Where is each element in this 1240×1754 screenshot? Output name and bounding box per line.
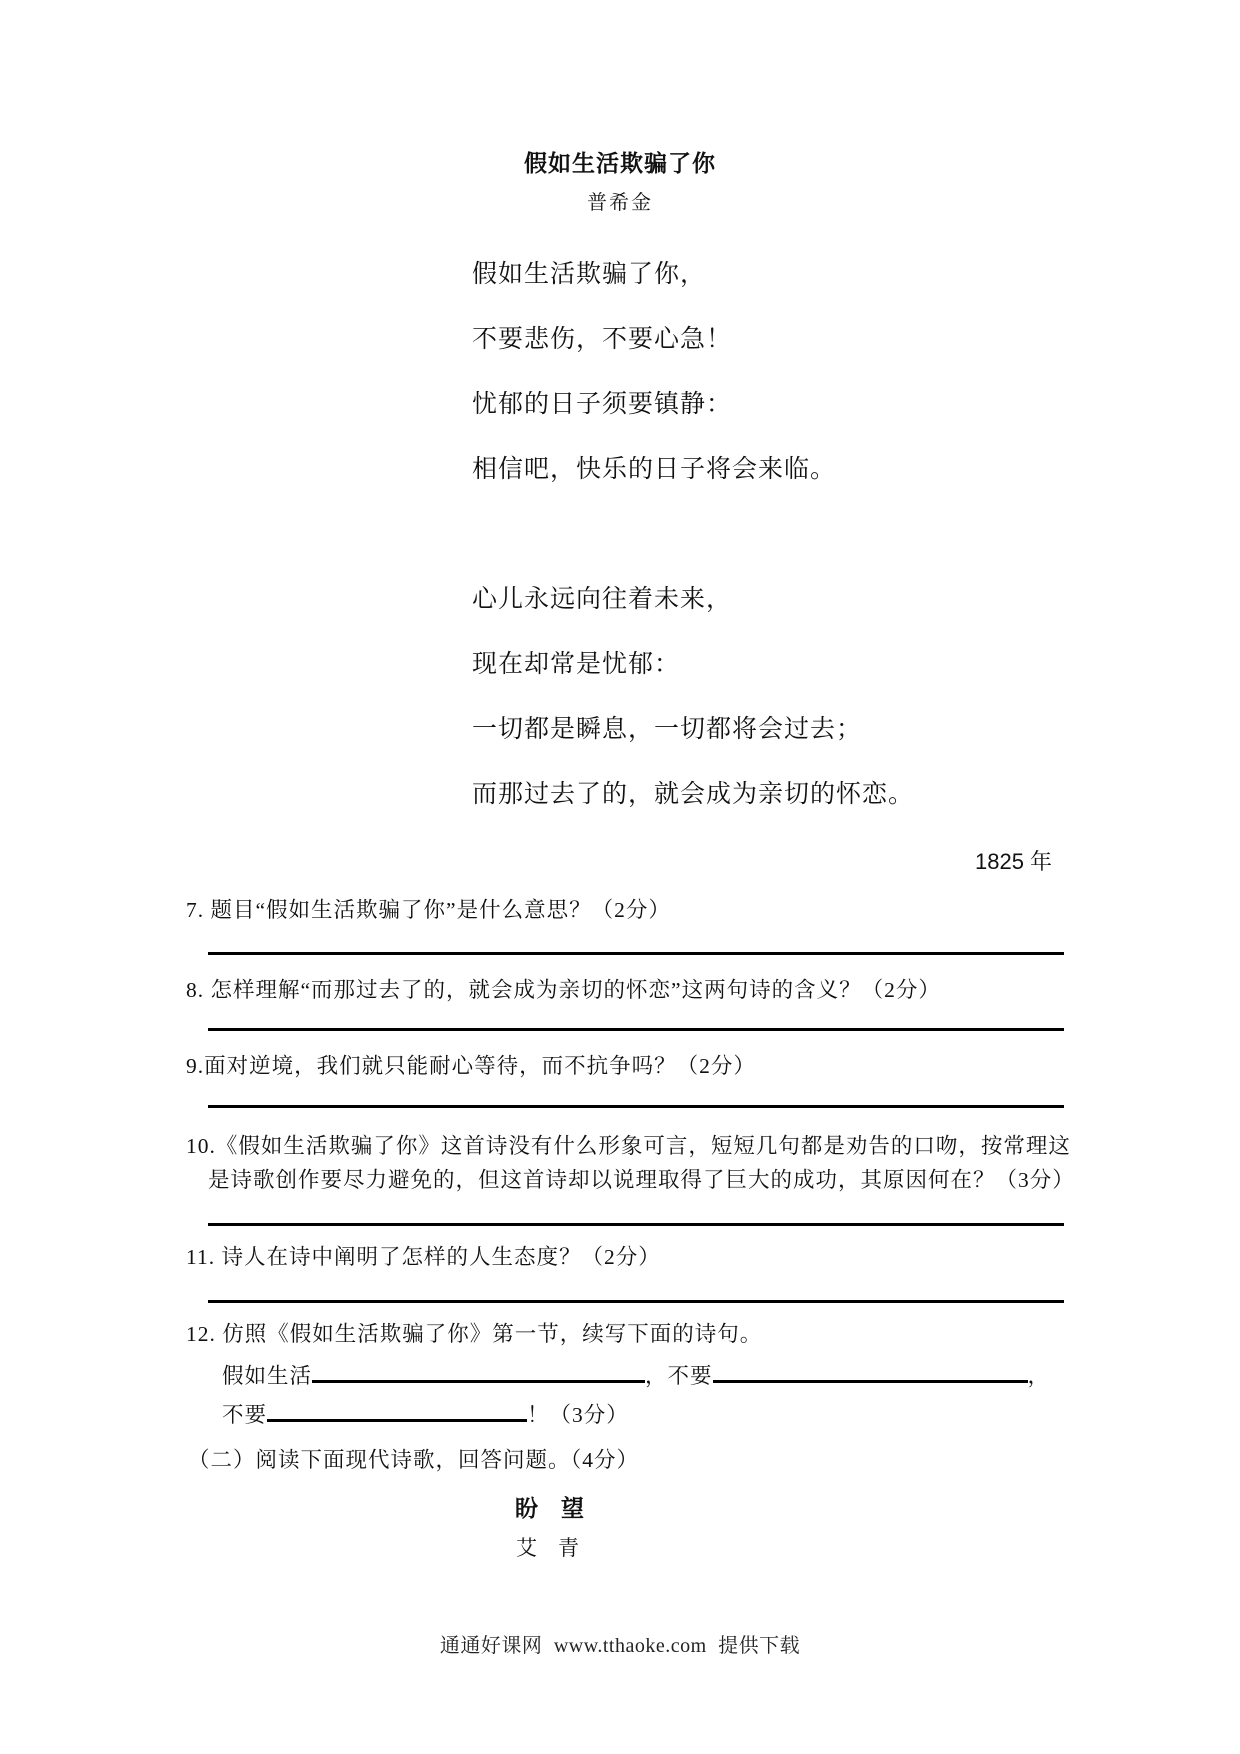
answer-line-q7	[208, 952, 1064, 955]
question-9: 9.面对逆境，我们就只能耐心等待，而不抗争吗？（2分）	[186, 1054, 756, 1078]
poem-line: 而那过去了的，就会成为亲切的怀恋。	[472, 780, 915, 808]
poem-stanza-2	[472, 567, 914, 827]
poem-author: 普希金	[587, 192, 653, 214]
q12-blank-3	[267, 1396, 527, 1422]
answer-line-q8	[208, 1028, 1064, 1031]
question-12: 12. 仿照《假如生活欺骗了你》第一节，续写下面的诗句。	[186, 1322, 763, 1346]
q12-blank-2	[713, 1357, 1028, 1383]
poem-line: 相信吧，快乐的日子将会来临。	[472, 455, 837, 483]
poem-line: 一切都是瞬息，一切都将会过去；	[472, 715, 863, 743]
poem-line: 心儿永远向往着未来，	[472, 585, 733, 613]
q12-fill2-prefix: 不要	[222, 1403, 268, 1427]
q12-fill1-prefix: 假如生活	[222, 1364, 313, 1388]
q12-fill2-suffix: ！（3分）	[527, 1403, 629, 1427]
section-2-heading: （二）阅读下面现代诗歌，回答问题。（4分）	[188, 1448, 640, 1472]
footer-watermark: 通通好课网 www.tthaoke.com 提供下载	[439, 1635, 801, 1657]
q12-fill-line-2	[222, 1396, 629, 1429]
q12-fill1-suffix: ，	[1027, 1364, 1051, 1388]
question-11: 11. 诗人在诗中阐明了怎样的人生态度？（2分）	[186, 1245, 661, 1269]
question-10-line-2: 是诗歌创作要尽力避免的，但这首诗却以说理取得了巨大的成功，其原因何在？（3分）	[208, 1168, 1075, 1192]
q12-fill-line-1	[222, 1357, 1050, 1390]
poem-stanza-1	[472, 242, 836, 502]
poem-line: 不要悲伤，不要心急！	[472, 325, 733, 353]
q12-fill1-mid: ，不要	[645, 1364, 713, 1388]
question-7: 7. 题目“假如生活欺骗了你”是什么意思？（2分）	[186, 898, 671, 922]
answer-line-q11	[208, 1300, 1064, 1303]
poem-line: 忧郁的日子须要镇静：	[472, 390, 733, 418]
question-8: 8. 怎样理解“而那过去了的，就会成为亲切的怀恋”这两句诗的含义？（2分）	[186, 978, 941, 1002]
poem-year: 1825 年	[975, 849, 1053, 874]
answer-line-q9	[208, 1105, 1064, 1108]
poem-2-author: 艾 青	[516, 1536, 579, 1560]
poem-2-title: 盼 望	[515, 1495, 584, 1521]
poem-title: 假如生活欺骗了你	[524, 150, 716, 176]
answer-line-q10	[208, 1223, 1064, 1226]
poem-line: 现在却常是忧郁：	[472, 650, 681, 678]
q12-blank-1	[312, 1357, 645, 1383]
poem-line: 假如生活欺骗了你，	[472, 260, 707, 288]
question-10-line-1: 10.《假如生活欺骗了你》这首诗没有什么形象可言，短短几句都是劝告的口吻，按常理这	[186, 1134, 1071, 1158]
